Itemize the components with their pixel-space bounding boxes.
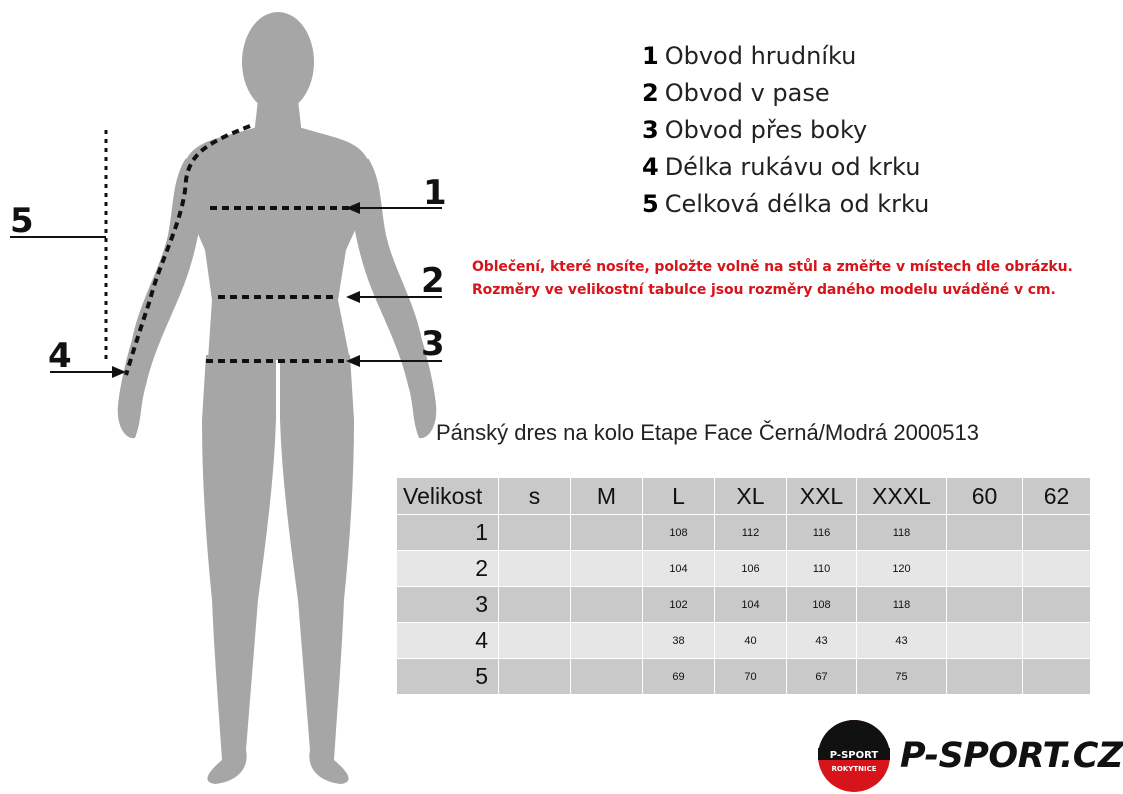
table-cell: 112 xyxy=(715,515,787,551)
marker-3: 3 xyxy=(421,324,445,364)
legend-item: 2 Obvod v pase xyxy=(642,79,830,107)
logo-badge-text: P-SPORT xyxy=(829,750,879,761)
marker-4: 4 xyxy=(48,336,72,376)
silhouette xyxy=(118,12,437,784)
table-cell: 70 xyxy=(715,659,787,695)
table-cell xyxy=(499,623,571,659)
table-cell xyxy=(947,515,1023,551)
table-row xyxy=(397,623,1091,659)
table-cell: 38 xyxy=(643,623,715,659)
table-cell: 75 xyxy=(857,659,947,695)
header-cell: XL xyxy=(715,478,787,515)
table-cell xyxy=(947,587,1023,623)
legend-item: 4 Délka rukávu od krku xyxy=(642,153,921,181)
header-cell: s xyxy=(499,478,571,515)
legend-item: 5 Celková délka od krku xyxy=(642,190,930,218)
marker-2: 2 xyxy=(421,261,445,301)
table-cell: 108 xyxy=(643,515,715,551)
header-cell: M xyxy=(571,478,643,515)
body-figure xyxy=(0,0,460,794)
header-cell: 60 xyxy=(947,478,1023,515)
measurement-legend xyxy=(642,38,929,223)
row-label: 4 xyxy=(397,623,499,659)
row-label: 5 xyxy=(397,659,499,695)
table-cell: 106 xyxy=(715,551,787,587)
marker-1: 1 xyxy=(423,173,447,213)
table-cell: 120 xyxy=(857,551,947,587)
instruction-note xyxy=(472,256,1117,302)
row-label: 3 xyxy=(397,587,499,623)
table-row xyxy=(397,587,1091,623)
table-cell xyxy=(571,623,643,659)
row-label: 2 xyxy=(397,551,499,587)
table-cell: 102 xyxy=(643,587,715,623)
note-line-2: Rozměry ve velikostní tabulce jsou rozměry daného modelu uváděné v cm. xyxy=(472,282,1056,298)
header-cell: XXL xyxy=(787,478,857,515)
table-cell xyxy=(571,515,643,551)
table-cell xyxy=(947,623,1023,659)
table-cell xyxy=(947,659,1023,695)
table-cell xyxy=(571,551,643,587)
table-cell: 104 xyxy=(715,587,787,623)
table-cell xyxy=(1023,659,1091,695)
table-cell xyxy=(499,515,571,551)
table-row xyxy=(397,551,1091,587)
table-row xyxy=(397,659,1091,695)
table-cell xyxy=(571,587,643,623)
table-cell: 116 xyxy=(787,515,857,551)
product-title: Pánský dres na kolo Etape Face Černá/Modrá 2000513 xyxy=(436,420,979,445)
table-cell xyxy=(571,659,643,695)
table-cell: 43 xyxy=(857,623,947,659)
table-cell: 104 xyxy=(643,551,715,587)
table-cell xyxy=(1023,551,1091,587)
table-cell xyxy=(499,587,571,623)
table-cell xyxy=(1023,587,1091,623)
table-row xyxy=(397,515,1091,551)
logo-wordmark: P-SPORT.CZ xyxy=(900,736,1123,776)
legend-item: 3 Obvod přes boky xyxy=(642,116,868,144)
logo-badge-subtext: ROKYTNICE xyxy=(831,765,877,773)
row-label: 1 xyxy=(397,515,499,551)
header-cell: 62 xyxy=(1023,478,1091,515)
table-cell xyxy=(947,551,1023,587)
table-header-row xyxy=(397,478,1091,515)
marker-5: 5 xyxy=(10,201,34,241)
table-cell: 40 xyxy=(715,623,787,659)
header-cell: Velikost xyxy=(397,478,499,515)
table-cell: 69 xyxy=(643,659,715,695)
table-cell: 110 xyxy=(787,551,857,587)
table-cell xyxy=(499,659,571,695)
table-cell: 108 xyxy=(787,587,857,623)
table-cell xyxy=(1023,623,1091,659)
table-cell: 67 xyxy=(787,659,857,695)
table-cell xyxy=(1023,515,1091,551)
size-table xyxy=(396,477,1091,695)
legend-item: 1 Obvod hrudníku xyxy=(642,42,857,70)
table-cell: 118 xyxy=(857,515,947,551)
header-cell: L xyxy=(643,478,715,515)
table-cell: 43 xyxy=(787,623,857,659)
note-line-1: Oblečení, které nosíte, položte volně na stůl a změřte v místech dle obrázku. xyxy=(472,259,1073,275)
table-cell xyxy=(499,551,571,587)
header-cell: XXXL xyxy=(857,478,947,515)
table-cell: 118 xyxy=(857,587,947,623)
